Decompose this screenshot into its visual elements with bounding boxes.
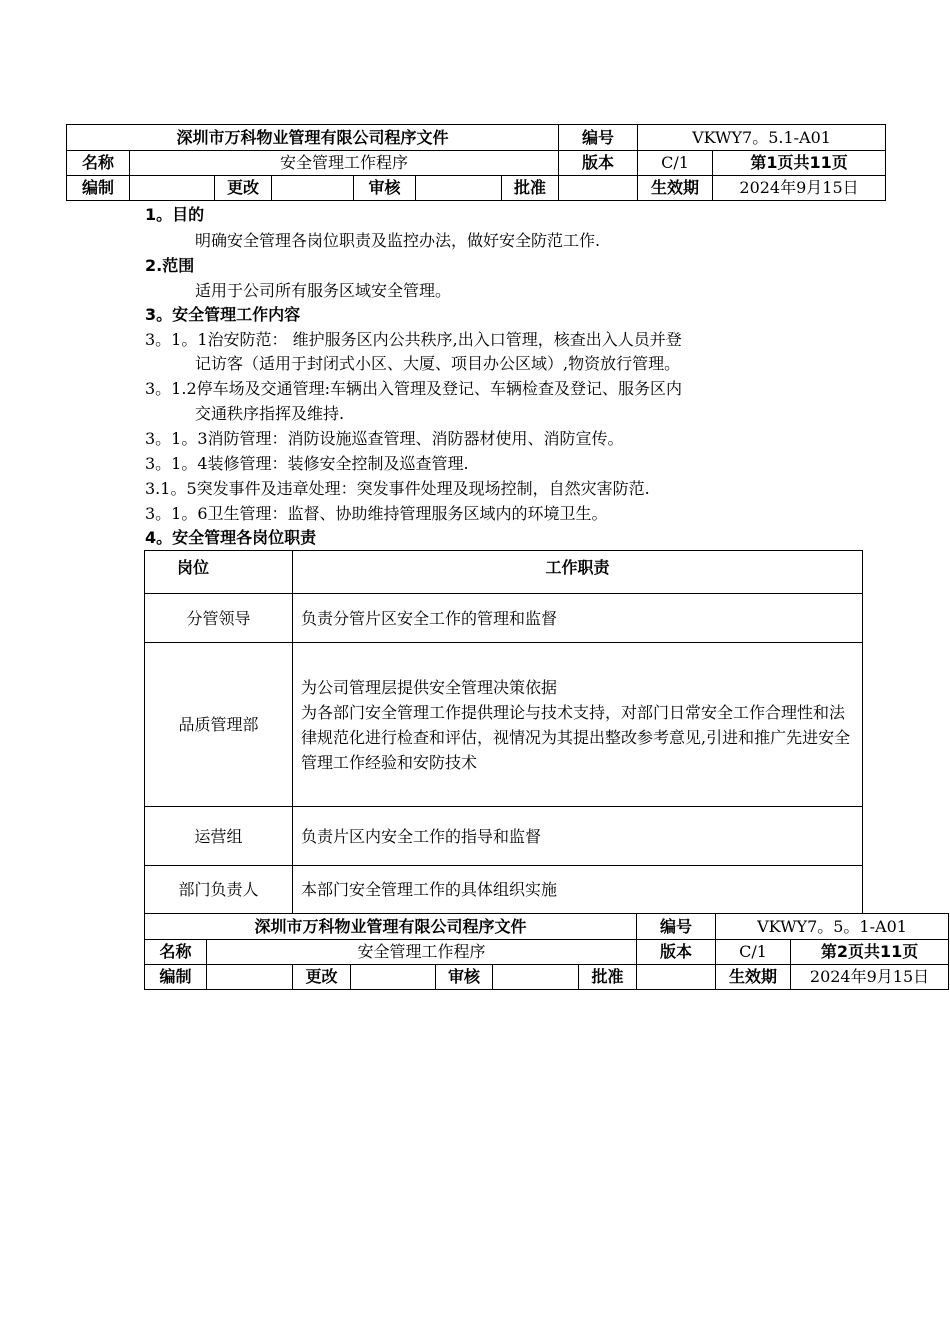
item-3-1-1-line2: 记访客（适用于封闭式小区、大厦、项目办公区域）,物资放行管理。 [195, 354, 681, 373]
item-3-1-4: 3。1。4装修管理：装修安全控制及巡查管理. [145, 454, 469, 473]
duty-cell: 本部门安全管理工作的具体组织实施 [293, 866, 863, 914]
company-doc-title: 深圳市万科物业管理有限公司程序文件 [67, 125, 559, 151]
page-indicator: 第2页共11页 [791, 940, 949, 965]
name-label: 名称 [145, 940, 207, 965]
approve-value [637, 965, 716, 990]
section-4-title: 4。安全管理各岗位职责 [145, 528, 317, 547]
section-2-title: 2.范围 [145, 256, 195, 275]
post-cell: 品质管理部 [145, 643, 293, 807]
item-3-1-6: 3。1。6卫生管理：监督、协助维持管理服务区域内的环境卫生。 [145, 504, 608, 523]
code-label: 编号 [637, 914, 716, 940]
version-label: 版本 [559, 151, 638, 176]
code-value: VKWY7。5。1-A01 [716, 914, 949, 940]
change-label: 更改 [215, 176, 272, 201]
change-label: 更改 [293, 965, 351, 990]
company-doc-title: 深圳市万科物业管理有限公司程序文件 [145, 914, 637, 940]
page-indicator: 第1页共11页 [713, 151, 886, 176]
approve-value [559, 176, 638, 201]
col-duty-header: 工作职责 [293, 551, 863, 594]
doc-header-page2 [144, 913, 949, 990]
post-cell: 运营组 [145, 807, 293, 866]
table-row [145, 643, 863, 807]
effective-value: 2024年9月15日 [713, 176, 886, 201]
item-3-1-2-line1: 3。1.2停车场及交通管理:车辆出入管理及登记、车辆检查及登记、服务区内 [145, 379, 683, 398]
duty-cell [293, 643, 863, 807]
change-value [351, 965, 436, 990]
approve-label: 批准 [502, 176, 559, 201]
duty-table [144, 550, 863, 914]
section-3-title: 3。安全管理工作内容 [145, 305, 301, 324]
duty-cell: 负责分管片区安全工作的管理和监督 [293, 594, 863, 643]
item-3-1-1-line1: 3。1。1治安防范： 维护服务区内公共秩序,出入口管理，核查出入人员并登 [145, 330, 682, 349]
section-1-text: 明确安全管理各岗位职责及监控办法，做好安全防范工作. [195, 231, 601, 250]
review-value [416, 176, 502, 201]
section-1-title: 1。目的 [145, 205, 205, 224]
duty-cell: 负责片区内安全工作的指导和监督 [293, 807, 863, 866]
table-row [145, 594, 863, 643]
item-3-1-3: 3。1。3消防管理：消防设施巡查管理、消防器材使用、消防宣传。 [145, 429, 624, 448]
table-row [145, 866, 863, 914]
effective-label: 生效期 [638, 176, 713, 201]
review-label: 审核 [354, 176, 416, 201]
post-cell: 部门负责人 [145, 866, 293, 914]
col-post-header: 岗位 [145, 551, 293, 594]
item-3-1-2-line2: 交通秩序指挥及维持. [195, 404, 345, 423]
code-value: VKWY7。5.1-A01 [638, 125, 886, 151]
table-row [145, 807, 863, 866]
review-value [493, 965, 579, 990]
duty-line-1: 为公司管理层提供安全管理决策依据 [301, 677, 558, 697]
edit-label: 编制 [145, 965, 207, 990]
approve-label: 批准 [579, 965, 637, 990]
item-3-1-5: 3.1。5突发事件及违章处理：突发事件处理及现场控制，自然灾害防范. [145, 479, 650, 498]
edit-value [130, 176, 215, 201]
effective-value: 2024年9月15日 [791, 965, 949, 990]
change-value [272, 176, 354, 201]
doc-header-page1 [66, 124, 886, 201]
version-value: C/1 [638, 151, 713, 176]
duty-line-2: 为各部门安全管理工作提供理论与技术支持，对部门日常安全工作合理性和法律规范化进行检查和评估，视情况为其提出整改参考意见,引进和推广先进安全管理工作经验和安防技术 [301, 702, 851, 772]
name-value: 安全管理工作程序 [207, 940, 637, 965]
edit-value [207, 965, 293, 990]
edit-label: 编制 [67, 176, 130, 201]
post-cell: 分管领导 [145, 594, 293, 643]
review-label: 审核 [436, 965, 493, 990]
version-value: C/1 [716, 940, 791, 965]
effective-label: 生效期 [716, 965, 791, 990]
name-label: 名称 [67, 151, 130, 176]
section-2-text: 适用于公司所有服务区域安全管理。 [195, 281, 452, 300]
code-label: 编号 [559, 125, 638, 151]
version-label: 版本 [637, 940, 716, 965]
name-value: 安全管理工作程序 [130, 151, 559, 176]
